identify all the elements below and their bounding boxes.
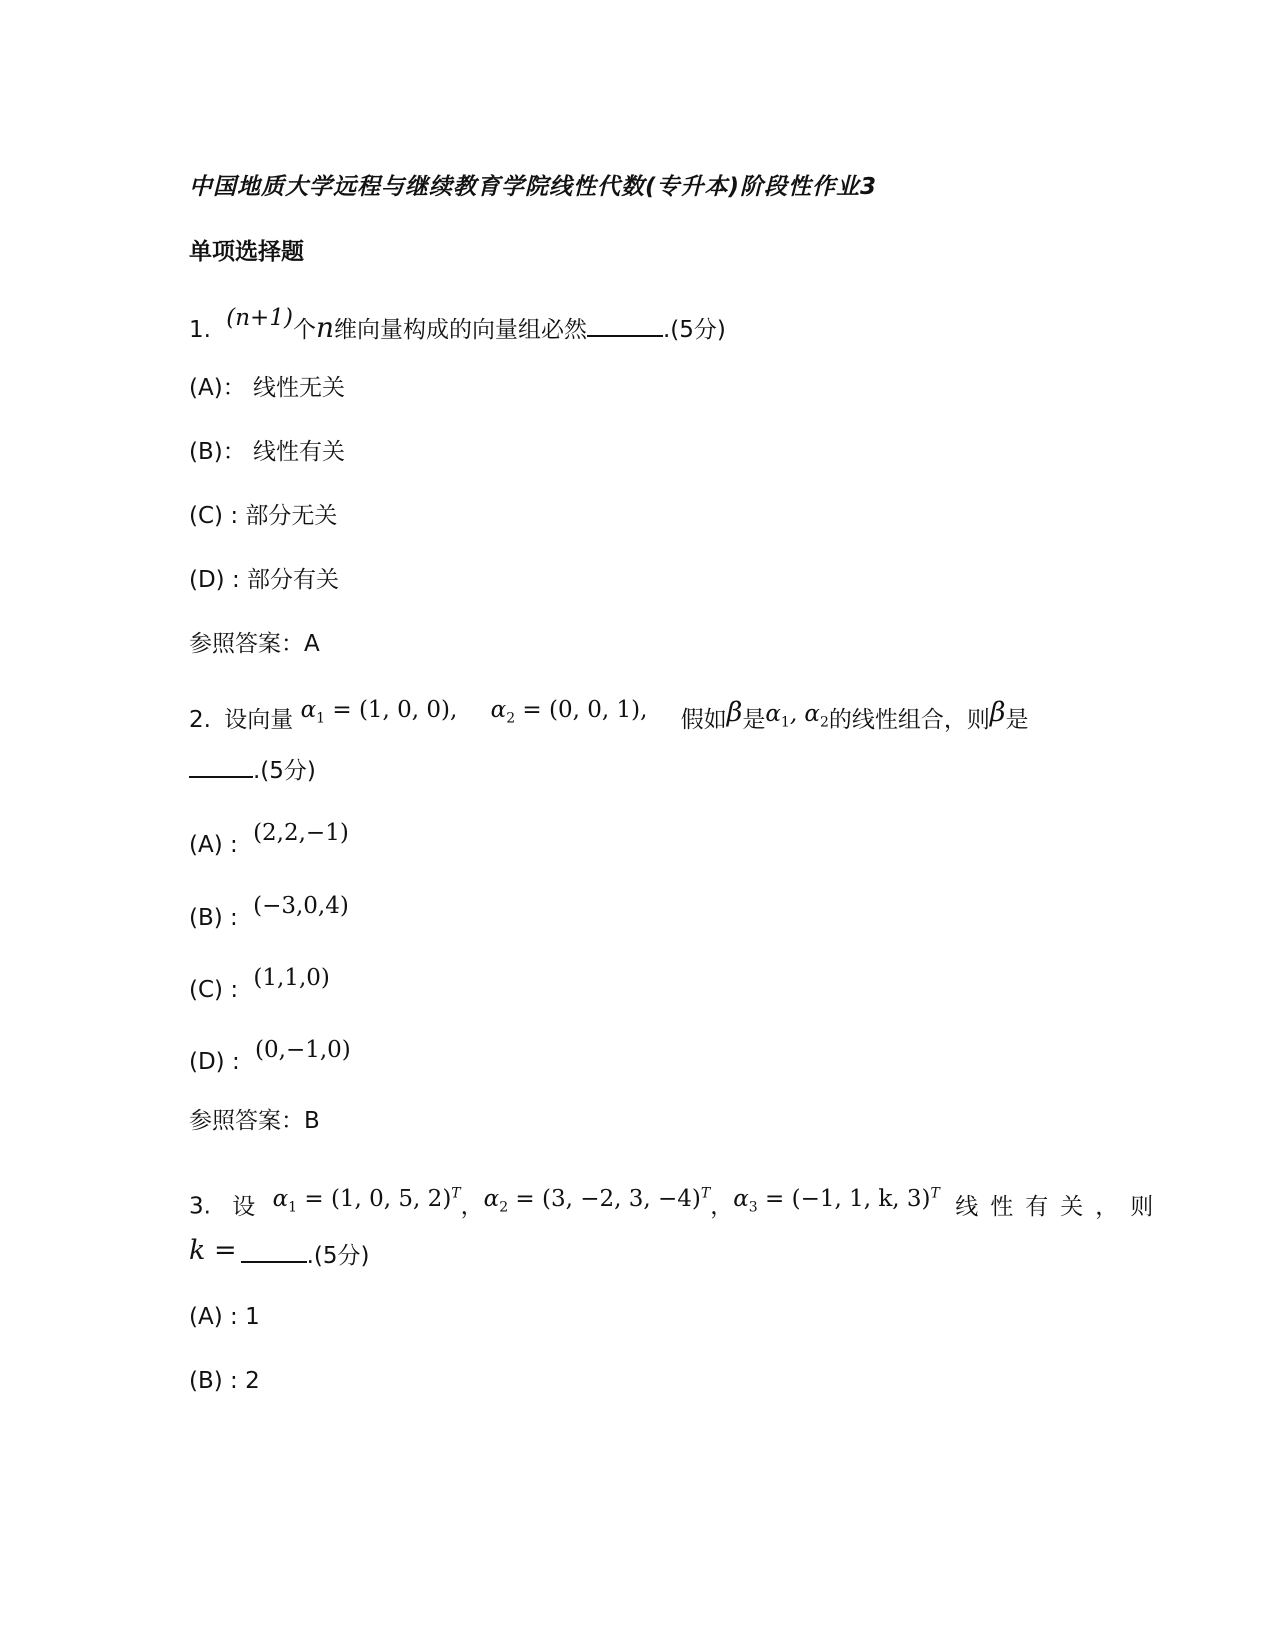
question-number: 2. <box>189 707 211 733</box>
option-a <box>189 1302 260 1332</box>
answer-blank <box>189 756 253 778</box>
math-alpha-combo: $\alpha_1$, $\alpha_2$ <box>765 701 829 731</box>
option-b <box>189 893 349 933</box>
option-b <box>189 1366 260 1396</box>
question-3-continued <box>189 1235 370 1271</box>
answer-value: B <box>304 1108 320 1134</box>
math-beta: β <box>989 697 1006 728</box>
option-label: (D) : <box>189 1049 240 1075</box>
option-b <box>189 437 345 467</box>
reference-answer <box>189 629 320 659</box>
question-points: .(5分) <box>253 758 316 784</box>
question-text: 个 <box>292 317 316 343</box>
question-text: 维向量构成的向量组必然 <box>333 317 587 343</box>
question-number: 3. <box>189 1193 211 1220</box>
option-text: 2 <box>245 1368 260 1394</box>
answer-blank <box>241 1241 307 1263</box>
reference-answer <box>189 1106 320 1136</box>
math-alpha3: $\alpha_3 = (-1$, 1, k, 3)$^T$ <box>733 1185 940 1216</box>
comma: ， <box>710 1193 734 1220</box>
comma: ， <box>460 1193 484 1220</box>
answer-blank <box>587 315 663 337</box>
question-2-continued <box>189 756 316 786</box>
option-label: (A)： <box>189 375 246 401</box>
option-label: (C) : <box>189 977 239 1003</box>
math-alpha1: $\alpha_1 = (1$, 0, 0), <box>300 697 458 727</box>
answer-label: 参照答案： <box>189 1108 304 1134</box>
option-label: (A) : <box>189 832 238 858</box>
option-a <box>189 820 349 860</box>
option-d <box>189 1037 351 1077</box>
question-2 <box>189 697 1029 744</box>
question-points: .(5分) <box>662 317 726 343</box>
option-math: (0,−1,0) <box>255 1037 351 1063</box>
option-text: 部分无关 <box>245 503 338 529</box>
question-3 <box>189 1186 1165 1230</box>
math-beta: β <box>726 697 743 728</box>
option-math: (−3,0,4) <box>253 893 349 919</box>
answer-value: A <box>304 631 320 657</box>
math-k-equals: k = <box>189 1235 237 1266</box>
math-n: n <box>315 311 334 344</box>
math-alpha1: $\alpha_1 = (1$, 0, 5, 2)$^T$ <box>272 1185 461 1216</box>
question-text: 假如 <box>680 707 727 733</box>
option-math: (1,1,0) <box>253 965 330 991</box>
option-label: (C) : <box>189 503 239 529</box>
option-text: 线性无关 <box>253 375 345 401</box>
option-math: (2,2,−1) <box>253 820 349 846</box>
question-text: 是 <box>1005 707 1029 733</box>
question-text: 的线性组合，则 <box>828 707 990 733</box>
option-text: 部分有关 <box>247 567 340 593</box>
option-d <box>189 565 339 595</box>
question-number: 1. <box>189 317 211 343</box>
option-c <box>189 501 337 531</box>
question-text: 是 <box>742 707 766 733</box>
option-text: 1 <box>245 1304 260 1330</box>
question-1 <box>189 305 726 345</box>
math-n-plus-1: (n+1) <box>226 305 293 331</box>
section-heading: 单项选择题 <box>189 239 304 265</box>
math-alpha2: $\alpha_2 = (0$, 0, 1), <box>490 697 648 727</box>
document-title: 中国地质大学远程与继续教育学院线性代数(专升本)阶段性作业3 <box>189 174 878 200</box>
option-label: (A) : <box>189 1304 238 1330</box>
question-text: 线性有关，则 <box>955 1193 1166 1220</box>
question-text: 设向量 <box>224 707 294 733</box>
question-points: .(5分) <box>306 1243 370 1269</box>
option-label: (B) : <box>189 905 238 931</box>
option-label: (B)： <box>189 439 246 465</box>
question-text: 设 <box>232 1193 256 1220</box>
option-c <box>189 965 330 1005</box>
option-text: 线性有关 <box>253 439 346 465</box>
answer-label: 参照答案： <box>189 631 304 657</box>
option-label: (D) : <box>189 567 240 593</box>
option-a <box>189 373 345 403</box>
math-alpha2: $\alpha_2 = (3$, −2, 3, −4)$^T$ <box>483 1185 711 1216</box>
option-label: (B) : <box>189 1368 238 1394</box>
